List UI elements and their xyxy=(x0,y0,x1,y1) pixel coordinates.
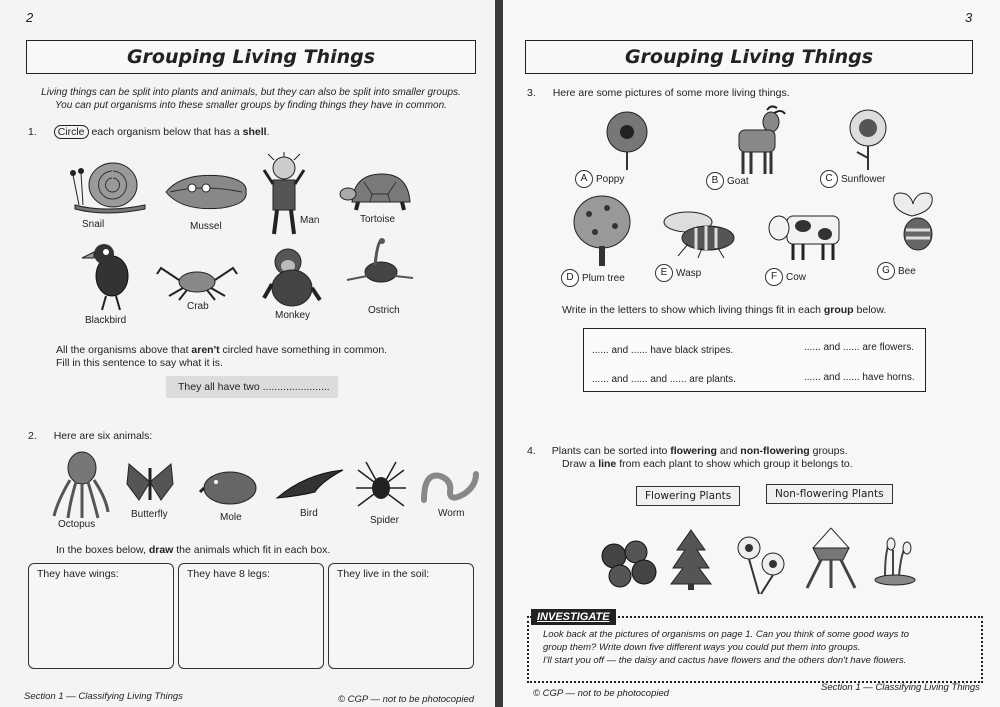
instruction-text: In the boxes below, xyxy=(56,544,149,556)
q2-text: Here are six animals: xyxy=(53,430,153,442)
item-wasp xyxy=(655,264,701,282)
organism-label: Monkey xyxy=(275,310,311,321)
ostrich-illustration[interactable] xyxy=(345,238,415,288)
item-goat xyxy=(706,172,749,190)
mussel-illustration[interactable] xyxy=(162,170,250,215)
item-name: Poppy xyxy=(596,173,625,185)
draw-box-wings[interactable]: They have wings: xyxy=(28,563,174,669)
snail-illustration[interactable] xyxy=(65,155,150,215)
q4-bold: non-flowering xyxy=(740,445,810,457)
bird-illustration[interactable] xyxy=(275,468,345,503)
wasp-illustration[interactable] xyxy=(658,208,748,258)
group-black-stripes[interactable]: ...... and ...... have black stripes. xyxy=(592,345,734,356)
answer-field[interactable]: They all have two ....................... xyxy=(166,376,338,398)
cow-illustration[interactable] xyxy=(765,206,845,262)
draw-box-8-legs[interactable]: They have 8 legs: xyxy=(178,563,324,669)
spider-illustration[interactable] xyxy=(356,460,406,510)
q1-end: . xyxy=(266,126,270,138)
q1-bold: shell xyxy=(242,126,267,138)
group-horns[interactable]: ...... and ...... have horns. xyxy=(804,372,915,383)
item-name: Cow xyxy=(786,271,807,283)
footer-left: Section 1 — Classifying Living Things xyxy=(24,691,183,702)
plum-tree-illustration[interactable] xyxy=(571,194,633,266)
monkey-illustration[interactable] xyxy=(262,244,324,308)
footer-left: © CGP — not to be photocopied xyxy=(533,688,670,699)
footer-right: Section 1 — Classifying Living Things xyxy=(821,682,980,693)
item-poppy xyxy=(575,170,624,188)
q4-line-2 xyxy=(527,458,967,471)
flower-bunch-illustration[interactable] xyxy=(598,540,660,592)
organism-label: Ostrich xyxy=(368,305,400,316)
organism-label: Crab xyxy=(187,301,209,312)
investigate-line: Look back at the pictures of organisms on page 1. Can you think of some good ways to xyxy=(543,629,909,640)
follow-bold: aren't xyxy=(191,344,220,356)
letter-badge: D xyxy=(561,269,579,287)
q2-instruction xyxy=(56,544,330,557)
non-flowering-plants-target[interactable]: Non-flowering Plants xyxy=(766,484,893,504)
animal-label: Spider xyxy=(370,515,399,526)
follow-line-2: Fill in this sentence to say what it is. xyxy=(56,357,223,369)
letter-badge: C xyxy=(820,170,838,188)
animal-label: Bird xyxy=(300,508,318,519)
organism-label: Snail xyxy=(82,219,105,230)
q1-follow-up xyxy=(56,344,456,370)
conifer-illustration[interactable] xyxy=(671,528,711,590)
organism-label: Tortoise xyxy=(360,214,396,225)
follow-line-1 xyxy=(56,344,456,357)
q4-text: and xyxy=(716,445,741,457)
item-name: Plum tree xyxy=(582,272,625,284)
blackbird-illustration[interactable] xyxy=(82,240,137,312)
organism-label: Blackbird xyxy=(85,315,127,326)
goat-illustration[interactable] xyxy=(731,104,786,176)
item-name: Sunflower xyxy=(841,173,886,185)
intro-line-1: Living things can be split into plants and animals, but they can also be split into smaller groups. xyxy=(41,87,461,98)
page-number: 3 xyxy=(965,10,973,25)
right-page xyxy=(503,0,1000,707)
footer-right: © CGP — not to be photocopied xyxy=(338,694,475,705)
daisy-illustration[interactable] xyxy=(733,534,789,596)
question-number: 3. xyxy=(527,87,536,99)
q3-instruction xyxy=(562,304,886,317)
tortoise-illustration[interactable] xyxy=(340,170,420,215)
circle-word: Circle xyxy=(54,125,89,139)
hanging-plant-illustration[interactable] xyxy=(803,528,859,590)
question-3 xyxy=(527,87,790,100)
page-number: 2 xyxy=(26,10,34,25)
question-4 xyxy=(527,445,967,471)
instruction-text: Write in the letters to show which living things fit in each xyxy=(562,304,824,316)
groups-box xyxy=(583,328,926,392)
q1-text: each organism below that has a xyxy=(88,126,243,138)
investigate-text xyxy=(543,628,975,667)
question-number: 4. xyxy=(527,445,536,457)
question-2 xyxy=(28,430,152,443)
organism-label: Man xyxy=(300,215,320,226)
letter-badge: G xyxy=(877,262,895,280)
question-number: 1. xyxy=(28,126,37,138)
group-plants[interactable]: ...... and ...... and ...... are plants. xyxy=(592,374,736,385)
item-name: Wasp xyxy=(676,267,702,279)
instruction-bold: draw xyxy=(148,544,174,556)
animal-label: Worm xyxy=(438,508,465,519)
page-title: Grouping Living Things xyxy=(525,40,973,74)
octopus-illustration[interactable] xyxy=(52,450,110,520)
question-1 xyxy=(28,126,269,139)
item-bee xyxy=(877,262,916,280)
q4-text: from each plant to show which group it belongs to. xyxy=(616,458,853,470)
follow-text: All the organisms above that xyxy=(56,344,192,356)
q4-text: groups. xyxy=(809,445,848,457)
investigate-line: I'll start you off — the daisy and cactus have flowers and the others don't have flowers. xyxy=(543,655,907,666)
butterfly-illustration[interactable] xyxy=(125,460,175,505)
letter-badge: B xyxy=(706,172,724,190)
instruction-bold: group xyxy=(823,304,854,316)
sunflower-illustration[interactable] xyxy=(843,108,893,170)
item-cow xyxy=(765,268,806,286)
investigate-line: group them? Write down five different ways you could put them into groups. xyxy=(543,642,861,653)
q4-text: Draw a xyxy=(562,458,599,470)
bee-illustration[interactable] xyxy=(886,190,946,255)
animal-label: Butterfly xyxy=(131,509,168,520)
poppy-illustration[interactable] xyxy=(601,110,653,170)
intro-line-2: You can put organisms into these smaller groups by finding things they have in common. xyxy=(55,100,447,111)
q3-text: Here are some pictures of some more living things. xyxy=(552,87,790,99)
letter-badge: E xyxy=(655,264,673,282)
q4-line-1 xyxy=(527,445,967,458)
snowdrop-illustration[interactable] xyxy=(871,536,921,586)
q4-text: Plants can be sorted into xyxy=(551,445,671,457)
item-plum-tree xyxy=(561,269,625,287)
mole-illustration[interactable] xyxy=(200,466,258,506)
question-number: 2. xyxy=(28,430,37,442)
intro-text xyxy=(20,86,482,112)
instruction-text: the animals which fit in each box. xyxy=(173,544,331,556)
page-title: Grouping Living Things xyxy=(26,40,476,74)
left-page xyxy=(0,0,495,707)
investigate-tag: INVESTIGATE xyxy=(531,609,616,625)
q4-bold: flowering xyxy=(670,445,717,457)
item-name: Goat xyxy=(727,175,749,187)
group-flowers[interactable]: ...... and ...... are flowers. xyxy=(804,342,915,353)
letter-badge: A xyxy=(575,170,593,188)
flowering-plants-target[interactable]: Flowering Plants xyxy=(636,486,740,506)
organism-label: Mussel xyxy=(190,221,222,232)
item-sunflower xyxy=(820,170,885,188)
item-name: Bee xyxy=(898,265,916,277)
animal-label: Octopus xyxy=(58,519,96,530)
instruction-text: below. xyxy=(853,304,887,316)
follow-text: circled have something in common. xyxy=(219,344,388,356)
worm-illustration[interactable] xyxy=(420,462,480,504)
letter-badge: F xyxy=(765,268,783,286)
crab-illustration[interactable] xyxy=(155,262,240,300)
q4-bold: line xyxy=(598,458,617,470)
draw-box-soil[interactable]: They live in the soil: xyxy=(328,563,474,669)
animal-label: Mole xyxy=(220,512,242,523)
